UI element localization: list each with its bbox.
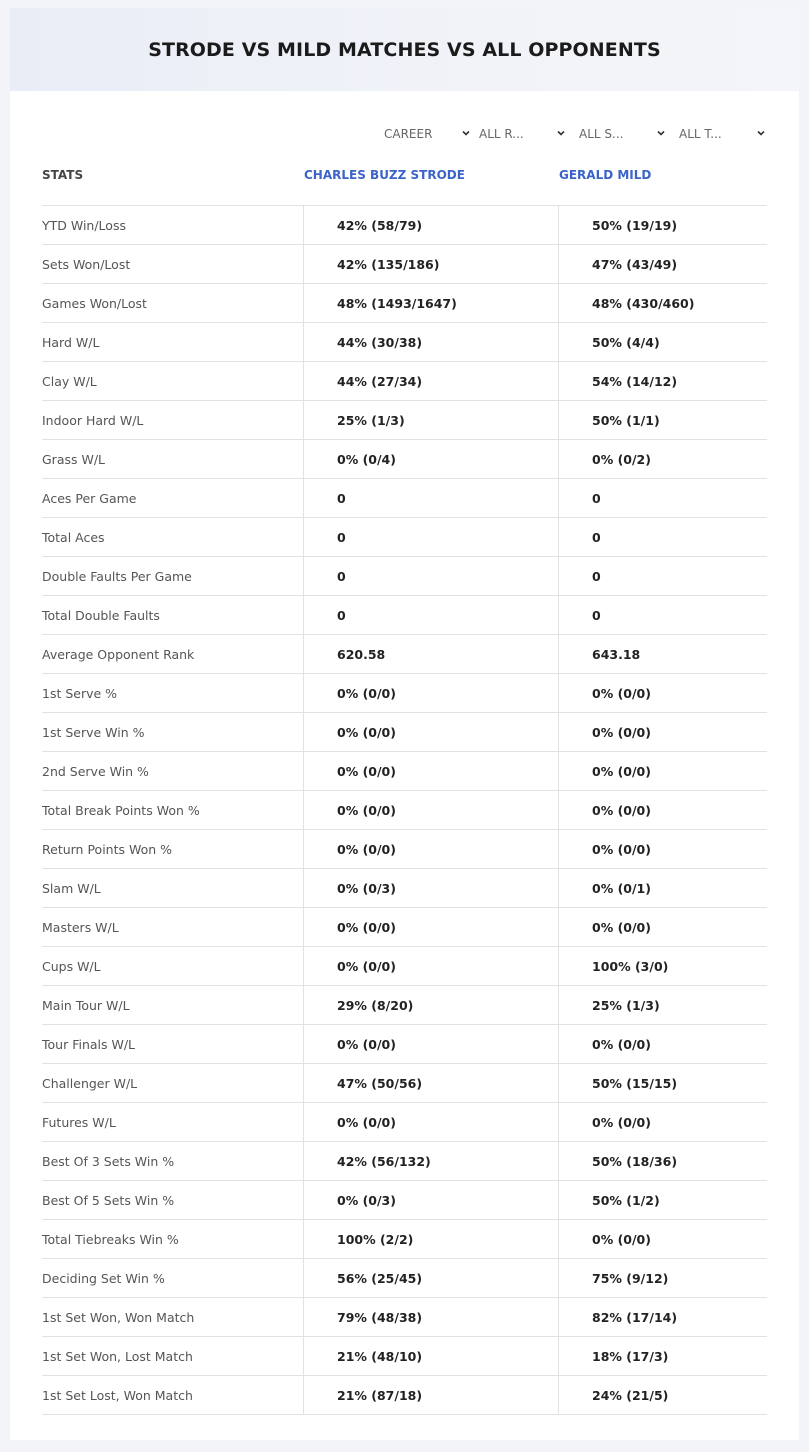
player1-value: 21% (48/10) xyxy=(303,1337,558,1375)
table-row xyxy=(42,908,767,947)
player1-value: 0 xyxy=(303,596,558,634)
stat-label: 1st Set Lost, Won Match xyxy=(42,1387,193,1403)
player2-value: 0% (0/0) xyxy=(558,791,767,829)
player2-value: 18% (17/3) xyxy=(558,1337,767,1375)
stats-card xyxy=(10,8,799,1440)
player2-value: 100% (3/0) xyxy=(558,947,767,985)
filter-bar xyxy=(10,121,799,147)
table-row xyxy=(42,713,767,752)
stats-column-header: STATS xyxy=(42,168,84,182)
stats-table xyxy=(42,205,767,1415)
player2-value: 50% (19/19) xyxy=(558,206,767,244)
player1-value: 0% (0/4) xyxy=(303,440,558,478)
stat-label: Double Faults Per Game xyxy=(42,568,192,584)
table-row xyxy=(42,206,767,245)
period-select-label: CAREER xyxy=(384,127,433,141)
player2-column-header[interactable]: GERALD MILD xyxy=(559,168,652,182)
table-row xyxy=(42,1181,767,1220)
page-header xyxy=(10,8,799,91)
stat-label: Cups W/L xyxy=(42,958,101,974)
player1-value: 0% (0/0) xyxy=(303,908,558,946)
player1-value: 0% (0/3) xyxy=(303,1181,558,1219)
stat-label: Total Aces xyxy=(42,529,105,545)
table-row xyxy=(42,440,767,479)
player1-value: 0 xyxy=(303,557,558,595)
stat-label: Slam W/L xyxy=(42,880,101,896)
player2-value: 50% (15/15) xyxy=(558,1064,767,1102)
table-row xyxy=(42,1025,767,1064)
player1-value: 42% (56/132) xyxy=(303,1142,558,1180)
table-row xyxy=(42,1103,767,1142)
stat-label: Deciding Set Win % xyxy=(42,1270,165,1286)
stat-label: Total Double Faults xyxy=(42,607,160,623)
player1-value: 0% (0/0) xyxy=(303,947,558,985)
player2-value: 48% (430/460) xyxy=(558,284,767,322)
table-row xyxy=(42,869,767,908)
surface-select[interactable] xyxy=(579,121,665,147)
table-row xyxy=(42,791,767,830)
table-row xyxy=(42,596,767,635)
table-row xyxy=(42,1220,767,1259)
table-row xyxy=(42,362,767,401)
stat-label: Tour Finals W/L xyxy=(42,1036,136,1052)
player1-value: 0% (0/0) xyxy=(303,1103,558,1141)
table-row xyxy=(42,479,767,518)
player2-value: 0 xyxy=(558,557,767,595)
chevron-down-icon xyxy=(757,129,765,137)
stat-label: Return Points Won % xyxy=(42,841,173,857)
player1-value: 0% (0/0) xyxy=(303,674,558,712)
stat-label: Total Tiebreaks Win % xyxy=(42,1231,179,1247)
player2-value: 25% (1/3) xyxy=(558,986,767,1024)
stat-label: Indoor Hard W/L xyxy=(42,412,144,428)
player2-value: 0% (0/0) xyxy=(558,674,767,712)
player1-value: 47% (50/56) xyxy=(303,1064,558,1102)
stat-label: Futures W/L xyxy=(42,1114,116,1130)
player1-value: 0% (0/0) xyxy=(303,791,558,829)
player2-value: 643.18 xyxy=(558,635,767,673)
player1-value: 0 xyxy=(303,479,558,517)
stat-label: Aces Per Game xyxy=(42,490,137,506)
stat-label: Challenger W/L xyxy=(42,1075,138,1091)
tournament-select-label: ALL T... xyxy=(679,127,722,141)
table-row xyxy=(42,401,767,440)
player2-value: 0% (0/0) xyxy=(558,908,767,946)
player2-value: 54% (14/12) xyxy=(558,362,767,400)
player2-value: 0% (0/1) xyxy=(558,869,767,907)
player2-value: 0% (0/0) xyxy=(558,1025,767,1063)
player1-value: 42% (135/186) xyxy=(303,245,558,283)
stat-label: YTD Win/Loss xyxy=(42,217,126,233)
player2-value: 82% (17/14) xyxy=(558,1298,767,1336)
player1-value: 0% (0/3) xyxy=(303,869,558,907)
player2-value: 0% (0/0) xyxy=(558,752,767,790)
chevron-down-icon xyxy=(657,129,665,137)
player1-value: 79% (48/38) xyxy=(303,1298,558,1336)
player1-value: 56% (25/45) xyxy=(303,1259,558,1297)
table-row xyxy=(42,752,767,791)
stat-label: Total Break Points Won % xyxy=(42,802,200,818)
player1-value: 21% (87/18) xyxy=(303,1376,558,1414)
player1-value: 29% (8/20) xyxy=(303,986,558,1024)
round-select[interactable] xyxy=(479,121,565,147)
table-row xyxy=(42,1142,767,1181)
player1-value: 44% (27/34) xyxy=(303,362,558,400)
table-row xyxy=(42,1064,767,1103)
round-select-label: ALL R... xyxy=(479,127,524,141)
player2-value: 0% (0/2) xyxy=(558,440,767,478)
table-row xyxy=(42,947,767,986)
player1-value: 0% (0/0) xyxy=(303,1025,558,1063)
player2-value: 50% (18/36) xyxy=(558,1142,767,1180)
player2-value: 24% (21/5) xyxy=(558,1376,767,1414)
chevron-down-icon xyxy=(557,129,565,137)
table-row xyxy=(42,323,767,362)
player2-value: 0 xyxy=(558,479,767,517)
stat-label: Masters W/L xyxy=(42,919,119,935)
stat-label: 1st Serve % xyxy=(42,685,118,701)
table-row xyxy=(42,1259,767,1298)
player2-value: 0 xyxy=(558,596,767,634)
stat-label: Clay W/L xyxy=(42,373,97,389)
player1-column-header[interactable]: CHARLES BUZZ STRODE xyxy=(304,168,465,182)
table-row xyxy=(42,1337,767,1376)
period-select[interactable] xyxy=(384,121,470,147)
player2-value: 75% (9/12) xyxy=(558,1259,767,1297)
surface-select-label: ALL S... xyxy=(579,127,624,141)
player1-value: 0% (0/0) xyxy=(303,713,558,751)
table-header xyxy=(42,166,767,202)
player2-value: 0% (0/0) xyxy=(558,1103,767,1141)
page-title: STRODE VS MILD MATCHES VS ALL OPPONENTS xyxy=(148,38,661,61)
table-row xyxy=(42,1298,767,1337)
chevron-down-icon xyxy=(462,129,470,137)
stat-label: Main Tour W/L xyxy=(42,997,130,1013)
table-row xyxy=(42,830,767,869)
stat-label: Average Opponent Rank xyxy=(42,646,195,662)
tournament-select[interactable] xyxy=(679,121,765,147)
table-row xyxy=(42,635,767,674)
player1-value: 44% (30/38) xyxy=(303,323,558,361)
stat-label: 1st Serve Win % xyxy=(42,724,145,740)
stat-label: 1st Set Won, Lost Match xyxy=(42,1348,193,1364)
stat-label: 2nd Serve Win % xyxy=(42,763,149,779)
player1-value: 620.58 xyxy=(303,635,558,673)
stat-label: Hard W/L xyxy=(42,334,100,350)
player1-value: 0 xyxy=(303,518,558,556)
player2-value: 50% (1/2) xyxy=(558,1181,767,1219)
player1-value: 0% (0/0) xyxy=(303,752,558,790)
player2-value: 50% (4/4) xyxy=(558,323,767,361)
player2-value: 0% (0/0) xyxy=(558,830,767,868)
player2-value: 0% (0/0) xyxy=(558,713,767,751)
stat-label: Best Of 5 Sets Win % xyxy=(42,1192,175,1208)
player1-value: 100% (2/2) xyxy=(303,1220,558,1258)
table-row xyxy=(42,284,767,323)
stat-label: 1st Set Won, Won Match xyxy=(42,1309,195,1325)
stat-label: Best Of 3 Sets Win % xyxy=(42,1153,175,1169)
table-row xyxy=(42,518,767,557)
player2-value: 50% (1/1) xyxy=(558,401,767,439)
player1-value: 42% (58/79) xyxy=(303,206,558,244)
player1-value: 25% (1/3) xyxy=(303,401,558,439)
table-row xyxy=(42,1376,767,1415)
table-row xyxy=(42,986,767,1025)
player2-value: 0 xyxy=(558,518,767,556)
player1-value: 0% (0/0) xyxy=(303,830,558,868)
stat-label: Grass W/L xyxy=(42,451,106,467)
table-row xyxy=(42,674,767,713)
table-row xyxy=(42,245,767,284)
player2-value: 47% (43/49) xyxy=(558,245,767,283)
table-row xyxy=(42,557,767,596)
stat-label: Games Won/Lost xyxy=(42,295,147,311)
player1-value: 48% (1493/1647) xyxy=(303,284,558,322)
player2-value: 0% (0/0) xyxy=(558,1220,767,1258)
stat-label: Sets Won/Lost xyxy=(42,256,131,272)
